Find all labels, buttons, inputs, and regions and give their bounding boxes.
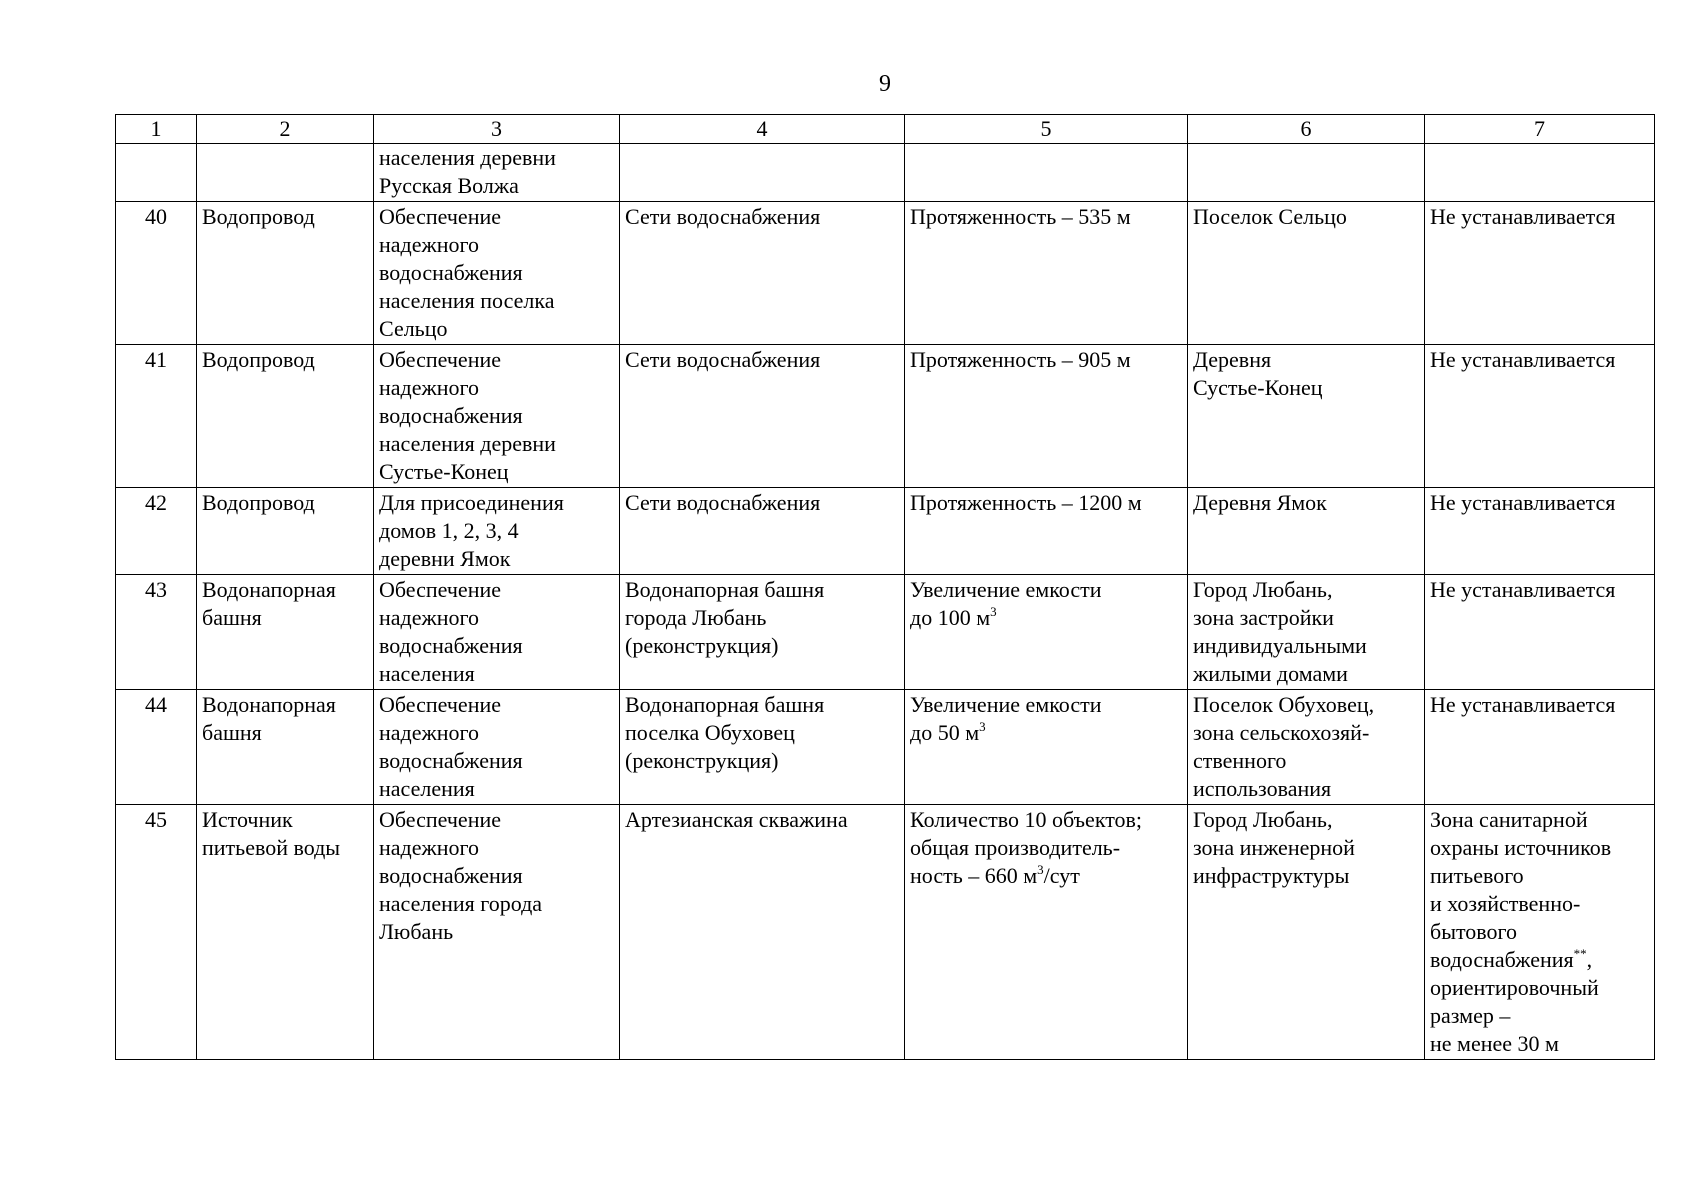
cell-zone: Не устанавливается (1425, 345, 1655, 488)
table-row (116, 202, 1655, 345)
cell-zone: Не устанавливается (1425, 690, 1655, 805)
cell-location: Город Любань, зона инженерной инфраструктуры (1188, 805, 1425, 1060)
cell-type: Артезианская скважина (620, 805, 905, 1060)
table-row (116, 690, 1655, 805)
cell-num: 43 (116, 575, 197, 690)
cell-purpose: населения деревни Русская Волжа (374, 144, 620, 202)
cell-purpose: Обеспечение надежного водоснабжения населения (374, 690, 620, 805)
cell-type (620, 144, 905, 202)
cell-zone (1425, 805, 1655, 1060)
cell-zone: Не устанавливается (1425, 202, 1655, 345)
cell-purpose: Обеспечение надежного водоснабжения населения деревни Сустье-Конец (374, 345, 620, 488)
cell-name: Водопровод (197, 488, 374, 575)
cell-name: Источник питьевой воды (197, 805, 374, 1060)
header-col-2: 2 (197, 115, 374, 144)
cell-location: Деревня Ямок (1188, 488, 1425, 575)
cell-purpose: Обеспечение надежного водоснабжения населения (374, 575, 620, 690)
cell-characteristics: Протяженность – 905 м (905, 345, 1188, 488)
cell-zone: Не устанавливается (1425, 575, 1655, 690)
table-row-continuation (116, 144, 1655, 202)
cell-num: 45 (116, 805, 197, 1060)
superscript: 3 (990, 604, 997, 619)
cell-location: Поселок Сельцо (1188, 202, 1425, 345)
header-col-3: 3 (374, 115, 620, 144)
header-col-5: 5 (905, 115, 1188, 144)
superscript: 3 (979, 719, 986, 734)
characteristics-line: Количество 10 объектов; (910, 807, 1143, 832)
table-row (116, 805, 1655, 1060)
cell-location: Деревня Сустье-Конец (1188, 345, 1425, 488)
page-number: 9 (879, 71, 891, 97)
cell-num: 40 (116, 202, 197, 345)
cell-purpose: Обеспечение надежного водоснабжения населения поселка Сельцо (374, 202, 620, 345)
cell-num (116, 144, 197, 202)
cell-type: Сети водоснабжения (620, 488, 905, 575)
cell-zone (1425, 144, 1655, 202)
table-row (116, 488, 1655, 575)
header-col-4: 4 (620, 115, 905, 144)
cell-characteristics (905, 575, 1188, 690)
header-col-7: 7 (1425, 115, 1655, 144)
characteristics-line: до 50 м (910, 720, 980, 745)
cell-location: Город Любань, зона застройки индивидуальными жилыми домами (1188, 575, 1425, 690)
cell-num: 41 (116, 345, 197, 488)
zone-text-continued: , ориентировочный размер – не менее 30 м (1430, 947, 1599, 1056)
cell-type: Водонапорная башня города Любань (реконструкция) (620, 575, 905, 690)
header-col-6: 6 (1188, 115, 1425, 144)
cell-characteristics (905, 805, 1188, 1060)
footnote-marker: ** (1573, 946, 1587, 961)
cell-purpose: Обеспечение надежного водоснабжения населения города Любань (374, 805, 620, 1060)
header-col-1: 1 (116, 115, 197, 144)
cell-name: Водонапорная башня (197, 690, 374, 805)
characteristics-line: до 100 м (910, 605, 991, 630)
cell-type: Водонапорная башня поселка Обуховец (реконструкция) (620, 690, 905, 805)
zone-text: Зона санитарной охраны источников питьевого и хозяйственно- бытового водоснабжения (1430, 807, 1612, 972)
cell-name: Водопровод (197, 345, 374, 488)
cell-location: Поселок Обуховец, зона сельскохозяй- ственного использования (1188, 690, 1425, 805)
cell-characteristics (905, 144, 1188, 202)
cell-num: 42 (116, 488, 197, 575)
characteristics-line: Увеличение емкости (910, 692, 1102, 717)
cell-type: Сети водоснабжения (620, 202, 905, 345)
characteristics-line: общая производитель- (910, 835, 1121, 860)
cell-name: Водопровод (197, 202, 374, 345)
cell-name: Водонапорная башня (197, 575, 374, 690)
cell-num: 44 (116, 690, 197, 805)
cell-characteristics (905, 690, 1188, 805)
cell-location (1188, 144, 1425, 202)
superscript: 3 (1037, 862, 1044, 877)
characteristics-unit: /сут (1043, 863, 1080, 888)
cell-type: Сети водоснабжения (620, 345, 905, 488)
table-row (116, 575, 1655, 690)
characteristics-line: Увеличение емкости (910, 577, 1102, 602)
table-row (116, 345, 1655, 488)
objects-table (115, 114, 1655, 1060)
cell-name (197, 144, 374, 202)
cell-characteristics: Протяженность – 1200 м (905, 488, 1188, 575)
cell-purpose: Для присоединения домов 1, 2, 3, 4 деревни Ямок (374, 488, 620, 575)
characteristics-line: ность – 660 м (910, 863, 1038, 888)
cell-zone: Не устанавливается (1425, 488, 1655, 575)
header-row (116, 115, 1655, 144)
cell-characteristics: Протяженность – 535 м (905, 202, 1188, 345)
